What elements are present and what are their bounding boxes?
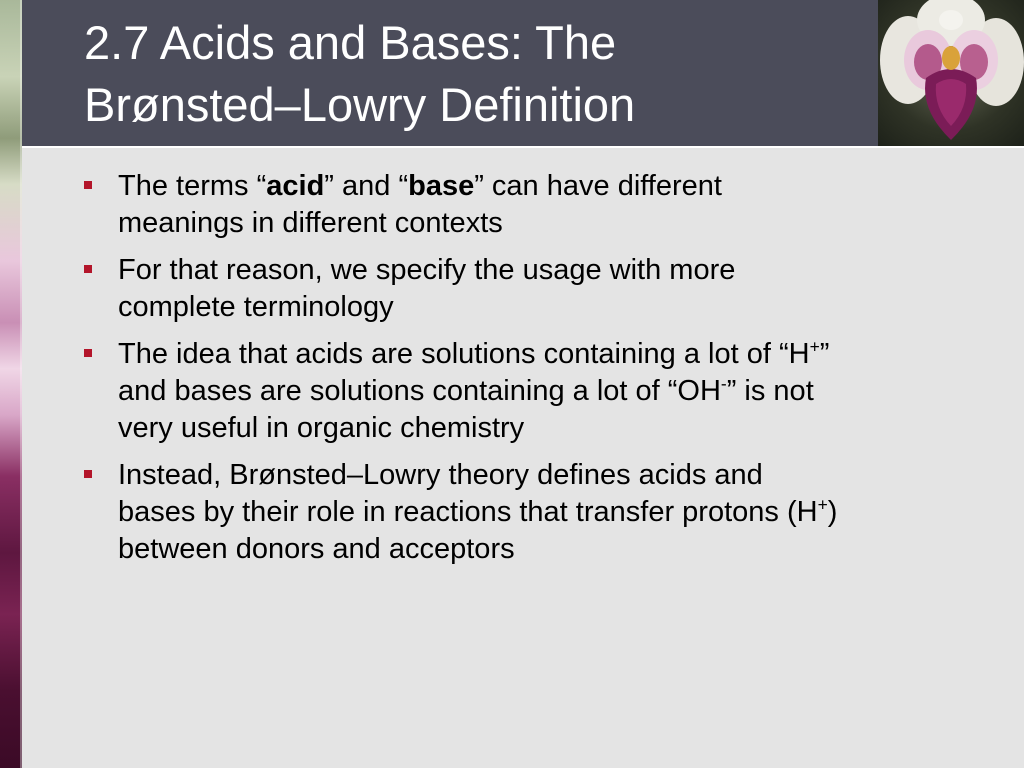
bullet-line: between donors and acceptors bbox=[118, 533, 515, 565]
text-run: ) bbox=[827, 496, 838, 528]
bullet-item-3 bbox=[80, 336, 980, 447]
bullet-text bbox=[118, 252, 980, 326]
superscript-plus: + bbox=[809, 336, 820, 357]
text-run: ” bbox=[819, 338, 830, 370]
bullet-line: very useful in organic chemistry bbox=[118, 412, 525, 444]
title-line-1: 2.7 Acids and Bases: The bbox=[84, 16, 617, 69]
bullet-line: complete terminology bbox=[118, 291, 394, 323]
text-run: The terms “ bbox=[118, 170, 267, 202]
bullet-square-icon bbox=[84, 470, 92, 478]
bullet-line bbox=[118, 168, 980, 205]
text-run: bases by their role in reactions that transfer protons (H bbox=[118, 496, 818, 528]
superscript-minus: - bbox=[720, 373, 727, 394]
bullet-text bbox=[118, 457, 980, 568]
text-run: ” and “ bbox=[324, 170, 409, 202]
title-divider bbox=[22, 146, 1024, 148]
text-run: The idea that acids are solutions containing a lot of “H bbox=[118, 338, 810, 370]
term-acid: acid bbox=[266, 170, 325, 202]
bullet-square-icon bbox=[84, 349, 92, 357]
term-base: base bbox=[408, 170, 475, 202]
bullet-square-icon bbox=[84, 265, 92, 273]
orchid-flower-image bbox=[878, 0, 1024, 146]
bullet-item-2 bbox=[80, 252, 980, 326]
bullet-line bbox=[118, 373, 980, 410]
title-line-2: Brønsted–Lowry Definition bbox=[84, 78, 636, 131]
text-run: ” is not bbox=[726, 375, 814, 407]
text-run: and bases are solutions containing a lot of “OH bbox=[118, 375, 721, 407]
superscript-plus: + bbox=[817, 494, 828, 515]
slide-title bbox=[84, 12, 864, 136]
bullet-line bbox=[118, 336, 980, 373]
bullet-line: Instead, Brønsted–Lowry theory defines acids and bbox=[118, 459, 763, 491]
bullet-line: meanings in different contexts bbox=[118, 207, 503, 239]
bullet-list bbox=[80, 168, 980, 578]
bullet-line: For that reason, we specify the usage with more bbox=[118, 254, 736, 286]
bullet-square-icon bbox=[84, 181, 92, 189]
orchid-flower-icon bbox=[878, 0, 1024, 146]
bullet-text bbox=[118, 336, 980, 447]
bullet-text bbox=[118, 168, 980, 242]
orchid-strip-image bbox=[0, 0, 22, 768]
bullet-item-1 bbox=[80, 168, 980, 242]
text-run: ” can have different bbox=[474, 170, 722, 202]
bullet-line bbox=[118, 494, 980, 531]
bullet-item-4 bbox=[80, 457, 980, 568]
